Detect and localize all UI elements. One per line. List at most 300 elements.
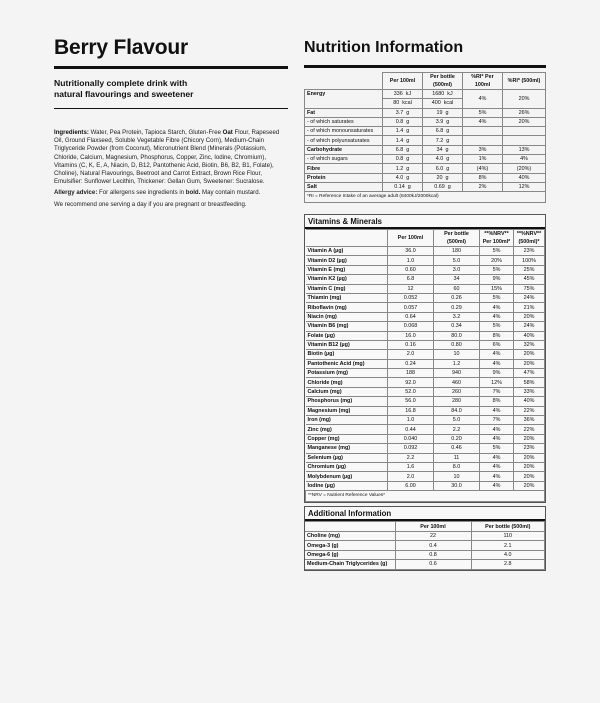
table-row bbox=[306, 378, 545, 387]
vitamin-bottle: 34 bbox=[434, 275, 480, 284]
vitamin-nrv100: 6% bbox=[480, 340, 514, 349]
table-row bbox=[305, 145, 546, 154]
vitamin-label: Chloride (mg) bbox=[306, 378, 388, 387]
additional-label: Choline (mg) bbox=[305, 532, 395, 541]
vitamin-per100: 56.0 bbox=[388, 397, 434, 406]
nutrient-ribottle: 20% bbox=[503, 117, 546, 126]
vitamin-label: Vitamin A (µg) bbox=[306, 247, 388, 256]
vitamins-header-blank bbox=[306, 230, 388, 247]
vitamin-label: Pantothenic Acid (mg) bbox=[306, 359, 388, 368]
table-row bbox=[306, 322, 545, 331]
table-row bbox=[306, 303, 545, 312]
table-row bbox=[305, 560, 545, 569]
vitamin-per100: 6.00 bbox=[388, 481, 434, 490]
vitamin-nrvbottle: 20% bbox=[514, 481, 545, 490]
vitamin-per100: 0.068 bbox=[388, 322, 434, 331]
nutrient-ribottle: 26% bbox=[503, 108, 546, 117]
vitamin-per100: 0.052 bbox=[388, 293, 434, 302]
energy-kj-bottle-unit: kJ bbox=[447, 91, 453, 98]
vitamin-bottle: 0.26 bbox=[434, 293, 480, 302]
additional-table bbox=[305, 521, 545, 570]
nutrient-bottle bbox=[423, 108, 463, 117]
vitamin-nrv100: 4% bbox=[480, 425, 514, 434]
vitamin-label: Vitamin D2 (µg) bbox=[306, 256, 388, 265]
nutrient-per100-unit: g bbox=[406, 156, 410, 163]
nutrient-bottle-unit: g bbox=[445, 109, 449, 116]
table-row bbox=[306, 350, 545, 359]
vitamin-bottle: 280 bbox=[434, 397, 480, 406]
nutrient-ri100: 5% bbox=[463, 108, 503, 117]
additional-header-blank bbox=[305, 522, 395, 532]
table-row bbox=[305, 541, 545, 550]
nutrient-bottle bbox=[423, 173, 463, 182]
nutrition-title: Nutrition Information bbox=[304, 39, 464, 56]
vitamin-nrv100: 4% bbox=[480, 359, 514, 368]
vitamins-header-nrvbottle: **%NRV** (500ml)* bbox=[514, 230, 545, 247]
nutrient-per100-value: 0.14 bbox=[394, 184, 405, 191]
vitamin-bottle: 80.0 bbox=[434, 331, 480, 340]
nutrient-bottle-value: 20 bbox=[436, 174, 443, 181]
vitamin-nrvbottle: 36% bbox=[514, 416, 545, 425]
vitamin-per100: 1.0 bbox=[388, 416, 434, 425]
table-row bbox=[306, 481, 545, 490]
vitamins-header-row bbox=[306, 230, 545, 247]
vitamin-nrvbottle: 22% bbox=[514, 425, 545, 434]
nutrient-bottle-value: 34 bbox=[436, 146, 443, 153]
ingredients-text bbox=[54, 129, 288, 186]
ingredients-part-b: Flour, Rapeseed Oil, Ground Flaxseed, Soluble Vegetable Fibre (Chicory Corn), Medium-Chain Triglyceride Powder (from Coconut), Micronutrient Blend (Minerals (Potassium, Chloride, Calcium, Magnesium, Phosphorus, Copper, Zinc, Iodine, Chromium), Vitamins (C, K, E, A, Niacin, D, B12, Pantothenic Acid, Biotin, B6, B2, B1, Folate), Choline), Natural Flavourings, Beetroot and Carrot Extract, Brown Rice Flour, Emulsifier: Sunflower Lecithin, Thickener: Gellan Gum, Sweetener: Sucralose. bbox=[54, 129, 280, 186]
table-row bbox=[306, 472, 545, 481]
nutrient-bottle-unit: g bbox=[446, 137, 450, 144]
table-row bbox=[306, 256, 545, 265]
vitamin-bottle: 180 bbox=[434, 247, 480, 256]
nutrient-ri100: 2% bbox=[463, 182, 503, 191]
vitamin-label: Manganese (mg) bbox=[306, 444, 388, 453]
nutrient-ribottle: (20%) bbox=[503, 164, 546, 173]
nutrient-per100 bbox=[383, 127, 423, 136]
energy-kcal-bottle bbox=[423, 99, 463, 108]
nutrition-table bbox=[304, 72, 546, 203]
table-row bbox=[305, 90, 546, 99]
nutrient-per100-value: 0.8 bbox=[395, 119, 404, 126]
energy-label: Energy bbox=[305, 90, 383, 109]
vitamin-nrvbottle: 23% bbox=[514, 444, 545, 453]
vitamin-nrv100: 4% bbox=[480, 350, 514, 359]
vitamin-nrv100: 8% bbox=[480, 331, 514, 340]
nutrient-label: Protein bbox=[305, 173, 383, 182]
vitamin-bottle: 84.0 bbox=[434, 406, 480, 415]
nutrient-per100 bbox=[383, 145, 423, 154]
energy-kcal-100-value: 80 bbox=[393, 100, 400, 107]
table-row bbox=[306, 416, 545, 425]
nutrient-ribottle: 13% bbox=[503, 145, 546, 154]
nutrient-bottle-unit: g bbox=[445, 174, 449, 181]
vitamin-per100: 0.057 bbox=[388, 303, 434, 312]
vitamin-label: Chromium (µg) bbox=[306, 462, 388, 471]
table-row bbox=[306, 369, 545, 378]
vitamins-header-bottle: Per bottle (500ml) bbox=[434, 230, 480, 247]
vitamin-label: Vitamin B12 (µg) bbox=[306, 340, 388, 349]
vitamin-nrvbottle: 20% bbox=[514, 453, 545, 462]
vitamin-nrv100: 4% bbox=[480, 312, 514, 321]
ingredients-label: Ingredients: bbox=[54, 129, 89, 136]
nutrient-per100 bbox=[383, 182, 423, 191]
nutrient-bottle bbox=[423, 127, 463, 136]
vitamin-per100: 2.2 bbox=[388, 453, 434, 462]
vitamin-nrv100: 15% bbox=[480, 284, 514, 293]
vitamin-nrv100: 12% bbox=[480, 378, 514, 387]
nutrient-ribottle bbox=[503, 136, 546, 145]
title-rule bbox=[54, 66, 288, 69]
table-row bbox=[305, 108, 546, 117]
vitamin-per100: 0.24 bbox=[388, 359, 434, 368]
vitamin-per100: 188 bbox=[388, 369, 434, 378]
additional-label: Omega-3 (g) bbox=[305, 541, 395, 550]
additional-bottle: 110 bbox=[471, 532, 545, 541]
nutrient-bottle bbox=[423, 136, 463, 145]
nutrient-bottle-unit: g bbox=[446, 128, 450, 135]
table-row bbox=[306, 265, 545, 274]
vitamin-per100: 6.8 bbox=[388, 275, 434, 284]
product-tagline bbox=[54, 78, 288, 100]
vitamin-nrv100: 4% bbox=[480, 481, 514, 490]
vitamin-label: Vitamin B6 (mg) bbox=[306, 322, 388, 331]
energy-kj-bottle-value: 1680 bbox=[432, 91, 445, 98]
additional-bottle: 2.1 bbox=[471, 541, 545, 550]
nutrient-per100 bbox=[383, 155, 423, 164]
nutrition-rule bbox=[304, 65, 546, 68]
vitamin-bottle: 11 bbox=[434, 453, 480, 462]
vitamin-nrv100: 4% bbox=[480, 453, 514, 462]
vitamin-nrvbottle: 20% bbox=[514, 434, 545, 443]
vitamin-label: Magnesium (mg) bbox=[306, 406, 388, 415]
vitamin-nrv100: 9% bbox=[480, 275, 514, 284]
vitamin-nrvbottle: 24% bbox=[514, 293, 545, 302]
table-row bbox=[305, 550, 545, 559]
vitamin-per100: 92.0 bbox=[388, 378, 434, 387]
nutrient-label: - of which monounsaturates bbox=[305, 127, 383, 136]
vitamin-nrvbottle: 75% bbox=[514, 284, 545, 293]
vitamin-label: Vitamin K2 (µg) bbox=[306, 275, 388, 284]
table-row bbox=[306, 331, 545, 340]
vitamin-label: Iodine (µg) bbox=[306, 481, 388, 490]
nutrient-ri100: 1% bbox=[463, 155, 503, 164]
vitamin-nrvbottle: 40% bbox=[514, 331, 545, 340]
vitamin-nrvbottle: 20% bbox=[514, 472, 545, 481]
vitamins-header-per100: Per 100ml bbox=[388, 230, 434, 247]
vitamin-label: Folate (µg) bbox=[306, 331, 388, 340]
vitamin-bottle: 5.0 bbox=[434, 256, 480, 265]
ingredients-part-a: Water, Pea Protein, Tapioca Starch, Gluten-Free bbox=[88, 129, 223, 136]
nutrient-per100 bbox=[383, 164, 423, 173]
vitamin-bottle: 2.2 bbox=[434, 425, 480, 434]
additional-per100: 0.4 bbox=[395, 541, 471, 550]
vitamin-per100: 16.0 bbox=[388, 331, 434, 340]
vitamin-nrvbottle: 25% bbox=[514, 265, 545, 274]
nutrition-header-ri100: %RI* Per 100ml bbox=[463, 73, 503, 90]
nutrient-label: Fibre bbox=[305, 164, 383, 173]
nutrient-bottle-unit: g bbox=[446, 156, 450, 163]
vitamin-nrv100: 4% bbox=[480, 472, 514, 481]
vitamin-nrv100: 5% bbox=[480, 265, 514, 274]
tagline-line-2: natural flavourings and sweetener bbox=[54, 89, 194, 99]
additional-per100: 0.8 bbox=[395, 550, 471, 559]
table-row bbox=[306, 340, 545, 349]
vitamin-nrvbottle: 32% bbox=[514, 340, 545, 349]
vitamin-label: Selenium (µg) bbox=[306, 453, 388, 462]
vitamin-nrvbottle: 47% bbox=[514, 369, 545, 378]
vitamin-nrv100: 5% bbox=[480, 247, 514, 256]
nutrition-header-bottle: Per bottle (500ml) bbox=[423, 73, 463, 90]
vitamin-bottle: 60 bbox=[434, 284, 480, 293]
additional-header-bottle: Per bottle (500ml) bbox=[471, 522, 545, 532]
allergy-part-b: May contain mustard. bbox=[200, 189, 261, 197]
table-row bbox=[306, 434, 545, 443]
energy-kj-100-value: 336 bbox=[393, 91, 403, 98]
table-row bbox=[306, 387, 545, 396]
nutrition-header-per100: Per 100ml bbox=[383, 73, 423, 90]
vitamins-table bbox=[305, 229, 545, 502]
additional-header-per100: Per 100ml bbox=[395, 522, 471, 532]
vitamins-body bbox=[306, 247, 545, 491]
vitamin-bottle: 5.0 bbox=[434, 416, 480, 425]
vitamin-nrvbottle: 23% bbox=[514, 247, 545, 256]
vitamin-nrvbottle: 58% bbox=[514, 378, 545, 387]
vitamin-bottle: 0.20 bbox=[434, 434, 480, 443]
table-row bbox=[306, 312, 545, 321]
table-row bbox=[305, 532, 545, 541]
ingredients-allergen-oat: Oat bbox=[222, 129, 233, 136]
tagline-rule bbox=[54, 108, 288, 109]
additional-info-section bbox=[304, 506, 546, 571]
energy-ri-100: 4% bbox=[463, 90, 503, 109]
vitamin-bottle: 0.34 bbox=[434, 322, 480, 331]
nutrient-label: Fat bbox=[305, 108, 383, 117]
table-row bbox=[305, 136, 546, 145]
nutrient-bottle-unit: g bbox=[446, 119, 450, 126]
vitamin-label: Phosphorus (mg) bbox=[306, 397, 388, 406]
table-row bbox=[306, 275, 545, 284]
nutrient-per100-unit: g bbox=[406, 128, 410, 135]
vitamin-label: Molybdenum (µg) bbox=[306, 472, 388, 481]
vitamin-per100: 0.44 bbox=[388, 425, 434, 434]
nutrition-header-blank bbox=[305, 73, 383, 90]
vitamin-per100: 12 bbox=[388, 284, 434, 293]
energy-kcal-100 bbox=[383, 99, 423, 108]
vitamin-per100: 36.0 bbox=[388, 247, 434, 256]
nutrient-per100-value: 6.8 bbox=[395, 146, 404, 153]
additional-body bbox=[305, 532, 545, 570]
nutrient-per100-unit: g bbox=[406, 109, 410, 116]
vitamin-nrv100: 4% bbox=[480, 303, 514, 312]
nutrient-ribottle: 12% bbox=[503, 182, 546, 191]
vitamin-label: Vitamin E (mg) bbox=[306, 265, 388, 274]
vitamin-bottle: 0.46 bbox=[434, 444, 480, 453]
vitamin-label: Potassium (mg) bbox=[306, 369, 388, 378]
table-row bbox=[305, 127, 546, 136]
vitamin-per100: 16.8 bbox=[388, 406, 434, 415]
nutrient-ribottle: 40% bbox=[503, 173, 546, 182]
vitamin-bottle: 10 bbox=[434, 350, 480, 359]
nutrient-per100-unit: g bbox=[407, 184, 411, 191]
vitamin-label: Copper (mg) bbox=[306, 434, 388, 443]
nutrient-per100-value: 1.2 bbox=[395, 165, 404, 172]
vitamin-bottle: 8.0 bbox=[434, 462, 480, 471]
vitamin-per100: 1.6 bbox=[388, 462, 434, 471]
nutrient-label: - of which saturates bbox=[305, 117, 383, 126]
nutrient-bottle bbox=[423, 117, 463, 126]
table-row bbox=[306, 453, 545, 462]
nutrient-bottle-value: 3.9 bbox=[435, 119, 444, 126]
vitamin-nrv100: 7% bbox=[480, 416, 514, 425]
vitamin-per100: 0.092 bbox=[388, 444, 434, 453]
product-title: Berry Flavour bbox=[54, 36, 188, 59]
vitamin-nrvbottle: 20% bbox=[514, 462, 545, 471]
vitamin-per100: 2.0 bbox=[388, 472, 434, 481]
vitamins-footnote: **NRV = Nutrient Reference Values* bbox=[306, 491, 545, 502]
nutrient-bottle-value: 6.0 bbox=[435, 165, 444, 172]
vitamin-nrvbottle: 45% bbox=[514, 275, 545, 284]
nutrient-ri100 bbox=[463, 127, 503, 136]
nutrient-bottle bbox=[423, 182, 463, 191]
nutrient-bottle-unit: g bbox=[445, 146, 449, 153]
nutrient-bottle bbox=[423, 164, 463, 173]
allergy-part-a: For allergens see ingredients in bbox=[97, 189, 186, 197]
vitamin-label: Calcium (mg) bbox=[306, 387, 388, 396]
nutrient-per100-unit: g bbox=[406, 165, 410, 172]
vitamin-nrv100: 5% bbox=[480, 322, 514, 331]
additional-per100: 0.6 bbox=[395, 560, 471, 569]
nutrition-header-row bbox=[305, 73, 546, 90]
vitamins-footnote-row bbox=[306, 491, 545, 502]
vitamin-nrvbottle: 21% bbox=[514, 303, 545, 312]
nutrient-ribottle bbox=[503, 127, 546, 136]
additional-title: Additional Information bbox=[305, 507, 545, 521]
nutrient-per100-unit: g bbox=[406, 137, 410, 144]
vitamin-nrvbottle: 33% bbox=[514, 387, 545, 396]
energy-kj-100 bbox=[383, 90, 423, 99]
vitamin-label: Iron (mg) bbox=[306, 416, 388, 425]
energy-kcal-bottle-unit: kcal bbox=[443, 100, 454, 107]
nutrient-per100-value: 0.8 bbox=[395, 156, 404, 163]
vitamin-bottle: 460 bbox=[434, 378, 480, 387]
additional-bottle: 2.8 bbox=[471, 560, 545, 569]
table-row bbox=[306, 247, 545, 256]
vitamin-bottle: 3.2 bbox=[434, 312, 480, 321]
vitamin-per100: 52.0 bbox=[388, 387, 434, 396]
vitamin-label: Vitamin C (mg) bbox=[306, 284, 388, 293]
energy-kcal-unit: kcal bbox=[402, 100, 412, 107]
vitamin-nrv100: 9% bbox=[480, 369, 514, 378]
additional-label: Omega-6 (g) bbox=[305, 550, 395, 559]
table-row bbox=[305, 182, 546, 191]
table-row bbox=[305, 117, 546, 126]
nutrient-label: - of which polyunsaturates bbox=[305, 136, 383, 145]
vitamin-label: Niacin (mg) bbox=[306, 312, 388, 321]
table-row bbox=[306, 425, 545, 434]
allergy-advice bbox=[54, 189, 288, 197]
vitamin-bottle: 260 bbox=[434, 387, 480, 396]
table-row bbox=[306, 397, 545, 406]
vitamin-per100: 1.0 bbox=[388, 256, 434, 265]
nutrient-label: Salt bbox=[305, 182, 383, 191]
nutrition-footnote-row bbox=[305, 192, 546, 203]
nutrient-bottle bbox=[423, 145, 463, 154]
allergy-label: Allergy advice: bbox=[54, 189, 98, 197]
table-row bbox=[305, 155, 546, 164]
vitamin-nrv100: 8% bbox=[480, 397, 514, 406]
nutrient-bottle-value: 6.8 bbox=[435, 128, 444, 135]
table-row bbox=[306, 406, 545, 415]
vitamin-nrv100: 4% bbox=[480, 406, 514, 415]
nutrient-per100 bbox=[383, 108, 423, 117]
nutrient-label: - of which sugars bbox=[305, 155, 383, 164]
vitamin-nrvbottle: 24% bbox=[514, 322, 545, 331]
nutrient-per100 bbox=[383, 117, 423, 126]
nutrient-bottle-value: 7.2 bbox=[435, 137, 444, 144]
energy-kcal-bottle-value: 400 bbox=[431, 100, 441, 107]
vitamin-nrvbottle: 20% bbox=[514, 350, 545, 359]
pregnancy-recommendation: We recommend one serving a day if you are pregnant or breastfeeding. bbox=[54, 200, 247, 208]
product-info bbox=[54, 36, 288, 209]
vitamin-nrv100: 4% bbox=[480, 434, 514, 443]
vitamin-bottle: 3.0 bbox=[434, 265, 480, 274]
vitamin-bottle: 940 bbox=[434, 369, 480, 378]
nutrient-ri100: 3% bbox=[463, 145, 503, 154]
vitamin-per100: 0.040 bbox=[388, 434, 434, 443]
nutrient-per100 bbox=[383, 173, 423, 182]
vitamin-bottle: 0.80 bbox=[434, 340, 480, 349]
vitamin-per100: 0.16 bbox=[388, 340, 434, 349]
nutrition-body bbox=[305, 90, 546, 192]
nutrient-per100-value: 3.7 bbox=[395, 109, 404, 116]
vitamin-nrv100: 5% bbox=[480, 444, 514, 453]
additional-per100: 22 bbox=[395, 532, 471, 541]
vitamins-header-nrv100: **%NRV** Per 100ml* bbox=[480, 230, 514, 247]
vitamin-label: Riboflavin (mg) bbox=[306, 303, 388, 312]
nutrient-ribottle: 4% bbox=[503, 155, 546, 164]
energy-ri-bottle: 20% bbox=[503, 90, 546, 109]
table-row bbox=[306, 444, 545, 453]
table-row bbox=[306, 293, 545, 302]
nutrient-bottle bbox=[423, 155, 463, 164]
vitamin-nrvbottle: 100% bbox=[514, 256, 545, 265]
nutrition-footnote: *RI = Reference Intake of an average adult (8400kJ/2000kcal) bbox=[305, 192, 546, 203]
vitamin-label: Thiamin (mg) bbox=[306, 293, 388, 302]
table-row bbox=[306, 359, 545, 368]
additional-header-row bbox=[305, 522, 545, 532]
allergy-bold: bold. bbox=[185, 189, 201, 197]
vitamin-per100: 0.64 bbox=[388, 312, 434, 321]
additional-bottle: 4.0 bbox=[471, 550, 545, 559]
table-row bbox=[306, 284, 545, 293]
nutrition-header-ribottle: %RI* (500ml) bbox=[503, 73, 546, 90]
nutrient-label: Carbohydrate bbox=[305, 145, 383, 154]
energy-kj-unit: kJ bbox=[405, 91, 412, 98]
nutrient-per100-unit: g bbox=[406, 174, 410, 181]
nutrient-ri100 bbox=[463, 136, 503, 145]
vitamin-nrvbottle: 40% bbox=[514, 397, 545, 406]
vitamin-bottle: 10 bbox=[434, 472, 480, 481]
vitamins-minerals-section bbox=[304, 214, 546, 503]
vitamin-nrv100: 20% bbox=[480, 256, 514, 265]
vitamins-title: Vitamins & Minerals bbox=[305, 215, 545, 229]
nutrient-per100-value: 1.4 bbox=[395, 128, 404, 135]
additional-label: Medium-Chain Triglycerides (g) bbox=[305, 560, 395, 569]
nutrient-bottle-value: 19 bbox=[436, 109, 443, 116]
vitamin-per100: 0.60 bbox=[388, 265, 434, 274]
vitamin-bottle: 0.29 bbox=[434, 303, 480, 312]
